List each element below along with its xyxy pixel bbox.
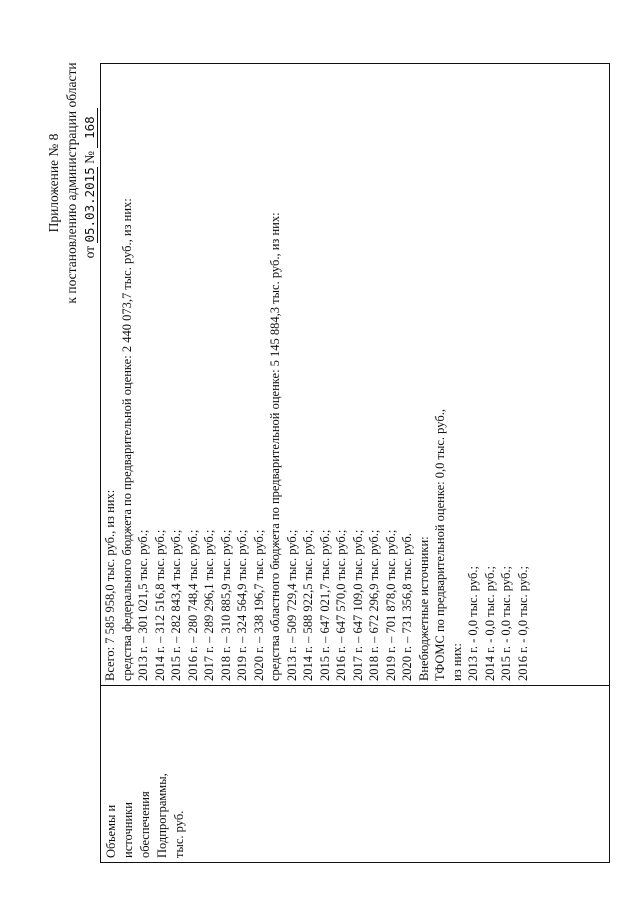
tfoms-year-line: 2015 г. - 0,0 тыс. руб.; <box>499 566 513 681</box>
funding-label-cell <box>101 685 609 862</box>
tfoms-year-line: 2013 г. - 0,0 тыс. руб.; <box>466 566 480 681</box>
federal-year-line: 2016 г. – 280 748,4 тыс. руб.; <box>185 529 200 681</box>
label-line: источники <box>121 802 135 858</box>
date-prefix: от <box>82 245 97 259</box>
federal-year-line: 2019 г. – 324 564,9 тыс. руб.; <box>235 529 249 681</box>
appendix-date-line <box>81 23 99 343</box>
tfoms-year-line: 2016 г. - 0,0 тыс. руб.; <box>515 566 530 681</box>
number-prefix: № <box>82 151 97 164</box>
appendix-title: Приложение № 8 <box>46 133 61 233</box>
federal-year-line: 2018 г. – 310 885,9 тыс. руб.; <box>218 529 233 681</box>
regional-year-line: 2017 г. – 647 109,0 тыс. руб.; <box>350 529 365 681</box>
tfoms-year-line: 2014 г. - 0,0 тыс. руб.; <box>482 566 497 681</box>
extrabudgetary-heading: Внебюджетные источники: <box>416 536 431 681</box>
federal-year-line: 2015 г. – 282 843,4 тыс. руб.; <box>169 529 183 681</box>
federal-year-line: 2013 г. – 301 021,5 тыс. руб.; <box>136 529 150 681</box>
label-line: тыс. руб. <box>172 810 186 858</box>
funding-table <box>100 63 610 863</box>
federal-budget-line: средства федерального бюджета по предварительной оценке: 2 440 073,7 тыс. руб., из них: <box>119 198 134 681</box>
decree-date: 05.03.2015 <box>82 167 97 243</box>
federal-year-line: 2014 г. – 312 516,8 тыс. руб.; <box>152 529 167 681</box>
label-line: Подпрограммы, <box>155 773 169 858</box>
appendix-subtitle: к постановлению администрации области <box>64 62 79 304</box>
rotated-page <box>20 18 620 863</box>
total-line: Всего: 7 585 958,0 тыс. руб., из них: <box>103 489 117 681</box>
appendix-header <box>45 23 99 343</box>
regional-year-line: 2013 г. – 509 729,4 тыс. руб.; <box>284 529 299 681</box>
tfoms-of-which: из них: <box>449 643 464 681</box>
regional-year-line: 2018 г. – 672 296,9 тыс. руб.; <box>367 529 381 681</box>
regional-year-line: 2016 г. – 647 570,0 тыс. руб.; <box>334 529 348 681</box>
federal-year-line: 2017 г. – 289 296,1 тыс. руб.; <box>202 529 216 681</box>
funding-details-cell <box>101 64 609 685</box>
regional-year-line: 2019 г. – 701 878,0 тыс. руб.; <box>383 529 398 681</box>
decree-number: 168 <box>82 108 98 148</box>
federal-year-line: 2020 г. – 338 196,7 тыс. руб.; <box>251 529 266 681</box>
regional-budget-line: средства областного бюджета по предварительной оценке: 5 145 884,3 тыс. руб., из них: <box>268 212 282 681</box>
tfoms-line: ТФОМС по предварительной оценке: 0,0 тыс. руб., <box>433 409 447 681</box>
label-line: Объемы и <box>104 804 118 858</box>
regional-year-line: 2020 г. – 731 356,8 тыс. руб. <box>400 533 414 681</box>
label-line: обеспечения <box>138 791 152 858</box>
regional-year-line: 2014 г. – 588 922,5 тыс. руб.; <box>301 529 315 681</box>
regional-year-line: 2015 г. – 647 021,7 тыс. руб.; <box>317 529 332 681</box>
